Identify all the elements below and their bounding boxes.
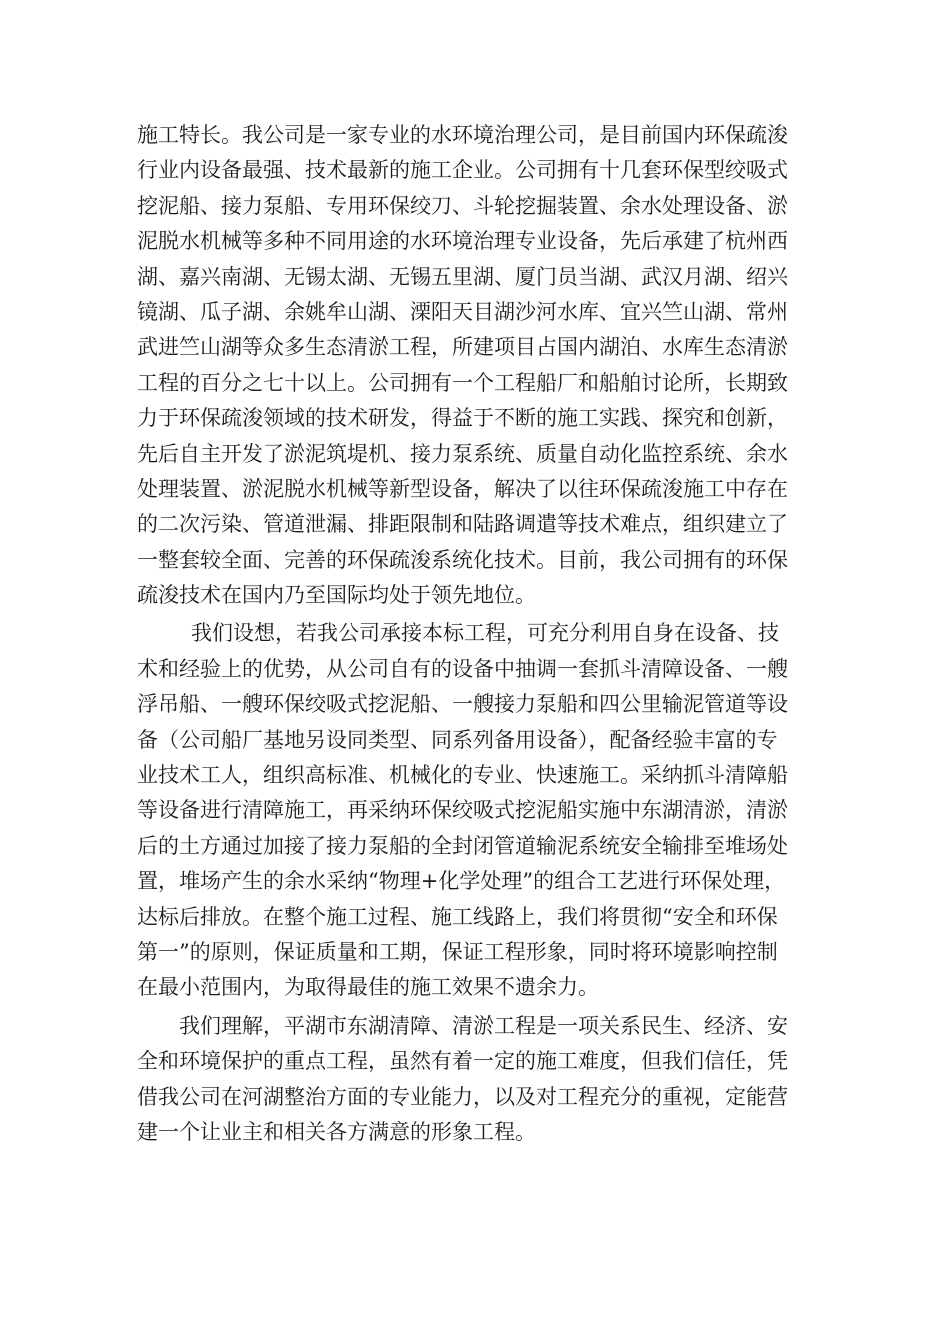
text-line: 备（公司船厂基地另设同类型、同系列备用设备），配备经验丰富的专 <box>137 727 778 752</box>
text-line: 全和环境保护的重点工程，虽然有着一定的施工难度，但我们信任，凭 <box>137 1049 788 1074</box>
text-line: 一整套较全面、完善的环保疏浚系统化技术。目前，我公司拥有的环保 <box>137 547 788 572</box>
text-line: 后的土方通过加接了接力泵船的全封闭管道输泥系统安全输排至堆场处 <box>137 833 788 858</box>
text-line: 术和经验上的优势，从公司自有的设备中抽调一套抓斗清障设备、一艘 <box>137 656 788 681</box>
text-line: 达标后排放。在整个施工过程、施工线路上，我们将贯彻“安全和环保 <box>137 904 778 929</box>
text-line: 镜湖、瓜子湖、余姚牟山湖、溧阳天目湖沙河水库、宜兴竺山湖、常州 <box>137 299 788 324</box>
text-line: 业技术工人，组织高标准、机械化的专业、快速施工。采纳抓斗清障船 <box>137 763 788 788</box>
paragraph-construction-plan <box>137 616 827 1005</box>
text-line: 在最小范围内，为取得最佳的施工效果不遗余力。 <box>137 975 599 1000</box>
text-line: 等设备进行清障施工，再采纳环保绞吸式挖泥船实施中东湖清淤，清淤 <box>137 798 788 823</box>
document-body <box>137 118 827 1150</box>
text-line: 第一”的原则，保证质量和工期，保证工程形象，同时将环境影响控制 <box>137 939 778 964</box>
text-line: 力于环保疏浚领域的技术研发，得益于不断的施工实践、探究和创新， <box>137 406 788 431</box>
text-line: 挖泥船、接力泵船、专用环保绞刀、斗轮挖掘装置、余水处理设备、淤 <box>137 193 788 218</box>
text-line: 的二次污染、管道泄漏、排距限制和陆路调遣等技术难点，组织建立了 <box>137 512 788 537</box>
text-line: 武进竺山湖等众多生态清淤工程，所建项目占国内湖泊、水库生态清淤 <box>137 335 788 360</box>
text-line: 先后自主开发了淤泥筑堤机、接力泵系统、质量自动化监控系统、余水 <box>137 441 788 466</box>
text-line: 疏浚技术在国内乃至国际均处于领先地位。 <box>137 583 536 608</box>
text-line: 置，堆场产生的余水采纳“物理+化学处理”的组合工艺进行环保处理， <box>137 869 786 894</box>
text-line: 我们设想，若我公司承接本标工程，可充分利用自身在设备、技 <box>191 621 779 646</box>
text-line: 借我公司在河湖整治方面的专业能力，以及对工程充分的重视，定能营 <box>137 1084 788 1109</box>
text-line: 处理装置、淤泥脱水机械等新型设备，解决了以往环保疏浚施工中存在 <box>137 476 788 501</box>
text-line: 湖、嘉兴南湖、无锡太湖、无锡五里湖、厦门员当湖、武汉月湖、绍兴 <box>137 264 788 289</box>
paragraph-company-intro <box>137 118 827 613</box>
text-line: 泥脱水机械等多种不同用途的水环境治理专业设备，先后承建了杭州西 <box>137 229 788 254</box>
text-line: 工程的百分之七十以上。公司拥有一个工程船厂和船舶讨论所，长期致 <box>137 370 788 395</box>
text-line: 我们理解，平湖市东湖清障、清淤工程是一项关系民生、经济、安 <box>179 1013 788 1038</box>
text-line: 施工特长。我公司是一家专业的水环境治理公司，是目前国内环保疏浚 <box>137 123 788 147</box>
text-line: 浮吊船、一艘环保绞吸式挖泥船、一艘接力泵船和四公里输泥管道等设 <box>137 692 788 717</box>
text-line: 建一个让业主和相关各方满意的形象工程。 <box>137 1119 536 1144</box>
paragraph-understanding <box>137 1009 827 1151</box>
text-line: 行业内设备最强、技术最新的施工企业。公司拥有十几套环保型绞吸式 <box>137 158 788 183</box>
